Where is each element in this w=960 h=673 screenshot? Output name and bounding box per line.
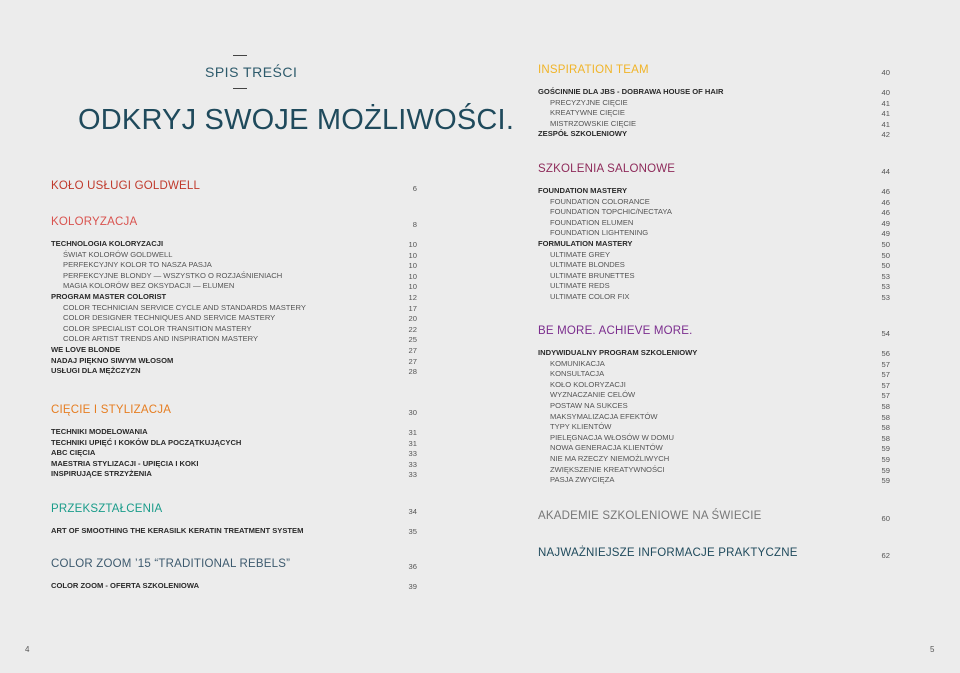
toc-entry-page: 46 (881, 197, 890, 207)
toc-entry-page: 41 (881, 98, 890, 108)
toc-entry: INDYWIDUALNY PROGRAM SZKOLENIOWY (538, 348, 698, 357)
section-page-number: 6 (412, 184, 417, 193)
section-title: AKADEMIE SZKOLENIOWE NA ŚWIECIE (538, 510, 762, 522)
toc-entry-page: 53 (881, 282, 890, 292)
toc-entry: ULTIMATE BLONDES (550, 260, 625, 270)
toc-entry-page: 31 (408, 438, 417, 448)
toc-entry-page: 27 (408, 346, 417, 355)
toc-entry-page: 41 (881, 109, 890, 119)
page-number-left: 4 (25, 645, 30, 654)
toc-entry-page: 46 (881, 187, 890, 196)
toc-entry-page: 39 (408, 582, 417, 591)
section-title: BE MORE. ACHIEVE MORE. (538, 325, 693, 337)
toc-entry-page: 49 (881, 229, 890, 239)
toc-entry-page: 59 (881, 444, 890, 454)
toc-entry-page: 57 (881, 359, 890, 369)
toc-entry-page: 27 (408, 356, 417, 366)
toc-entry: ULTIMATE COLOR FIX (550, 292, 630, 301)
toc-entry-page: 49 (881, 218, 890, 228)
toc-entry-page: 17 (408, 303, 417, 313)
section-page-number: 62 (881, 551, 890, 560)
toc-entry-page: 33 (408, 459, 417, 469)
toc-entry: GOŚCINNIE DLA JBS - DOBRAWA HOUSE OF HAIR (538, 87, 724, 96)
toc-entry: KOŁO KOLORYZACJI (550, 379, 626, 389)
page-number-right: 5 (930, 645, 935, 654)
toc-entry: PERFEKCYJNY KOLOR TO NASZA PASJA (63, 260, 212, 270)
toc-entry-page: 59 (881, 465, 890, 475)
toc-entry-page: 50 (881, 240, 890, 249)
page-headline: ODKRYJ SWOJE MOŻLIWOŚCI. (78, 104, 515, 136)
toc-entry: INSPIRUJĄCE STRZYŻENIA (51, 469, 152, 479)
toc-entry: MAKSYMALIZACJA EFEKTÓW (550, 411, 658, 421)
toc-entry: MAGIA KOLORÓW BEZ OKSYDACJI — ELUMEN (63, 281, 235, 291)
toc-entry: ULTIMATE GREY (550, 249, 611, 259)
section-page-number: 44 (881, 167, 890, 176)
section-title: KOLORYZACJA (51, 216, 138, 228)
toc-entry: PASJA ZWYCIĘZA (550, 475, 615, 485)
toc-entry: COLOR ZOOM - OFERTA SZKOLENIOWA (51, 581, 200, 590)
toc-entry: WE LOVE BLONDE (51, 345, 121, 354)
section-page-number: 30 (408, 408, 417, 417)
toc-entry-page: 59 (881, 476, 890, 486)
toc-entry-page: 25 (408, 335, 417, 345)
toc-entry: ULTIMATE REDS (550, 281, 610, 291)
toc-entry-page: 41 (881, 119, 890, 129)
section-title: CIĘCIE I STYLIZACJA (51, 404, 172, 416)
toc-entry: ZESPÓŁ SZKOLENIOWY (538, 129, 628, 139)
toc-entry: KONSULTACJA (550, 369, 605, 379)
section-page-number: 34 (408, 507, 417, 516)
toc-entry: FOUNDATION ELUMEN (550, 217, 634, 227)
section-page-number: 60 (881, 514, 890, 523)
toc-entry: MISTRZOWSKIE CIĘCIE (550, 118, 637, 128)
toc-entry: MAESTRIA STYLIZACJI - UPIĘCIA I KOKI (51, 458, 199, 468)
toc-entry: TECHNOLOGIA KOLORYZACJI (51, 239, 164, 248)
toc-entry: TYPY KLIENTÓW (550, 422, 612, 432)
toc-entry: NADAJ PIĘKNO SIWYM WŁOSOM (51, 355, 174, 365)
toc-entry-page: 28 (408, 367, 417, 377)
toc-entry-page: 58 (881, 433, 890, 443)
toc-entry-page: 42 (881, 130, 890, 140)
toc-entry: TECHNIKI UPIĘĆ I KOKÓW DLA POCZĄTKUJĄCYCH (51, 437, 242, 447)
toc-entry-page: 40 (881, 88, 890, 97)
toc-entry: NIE MA RZECZY NIEMOŻLIWYCH (550, 454, 670, 463)
toc-entry: FORMULATION MASTERY (538, 239, 633, 248)
toc-entry: PRECYZYJNE CIĘCIE (550, 97, 628, 107)
toc-entry-page: 10 (408, 261, 417, 271)
toc-entry: FOUNDATION COLORANCE (550, 196, 650, 206)
toc-entry: POSTAW NA SUKCES (550, 401, 628, 410)
toc-entry: COLOR SPECIALIST COLOR TRANSITION MASTERY (63, 323, 252, 333)
toc-entry: FOUNDATION MASTERY (538, 186, 628, 195)
toc-entry: COLOR ARTIST TRENDS AND INSPIRATION MASTERY (63, 334, 259, 344)
toc-entry: KREATYWNE CIĘCIE (550, 108, 625, 118)
toc-entry-page: 58 (881, 423, 890, 433)
toc-entry-page: 10 (408, 282, 417, 292)
section-title: PRZEKSZTAŁCENIA (51, 503, 163, 515)
section-page-number: 54 (881, 329, 890, 338)
toc-entry: FOUNDATION LIGHTENING (550, 228, 649, 238)
toc-entry-page: 35 (408, 527, 417, 536)
toc-entry-page: 10 (408, 250, 417, 260)
section-title: KOŁO USŁUGI GOLDWELL (51, 180, 201, 192)
toc-entry-page: 33 (408, 449, 417, 459)
toc-entry-page: 53 (881, 293, 890, 302)
toc-entry: PIELĘGNACJA WŁOSÓW W DOMU (550, 432, 675, 442)
toc-entry: COLOR DESIGNER TECHNIQUES AND SERVICE MASTERY (63, 313, 276, 323)
toc-entry-page: 57 (881, 391, 890, 401)
toc-entry-page: 12 (408, 293, 417, 302)
toc-entry-page: 10 (408, 240, 417, 249)
toc-entry-page: 53 (881, 271, 890, 281)
toc-label: SPIS TREŚCI (205, 64, 298, 80)
toc-entry-page: 46 (881, 208, 890, 218)
toc-entry: PERFEKCYJNE BLONDY — WSZYSTKO O ROZJAŚNIENIACH (63, 270, 283, 280)
section-page-number: 40 (881, 68, 890, 77)
toc-entry: KOMUNIKACJA (550, 358, 605, 368)
toc-entry: ABC CIĘCIA (51, 448, 96, 458)
toc-entry-page: 58 (881, 412, 890, 422)
toc-entry-page: 10 (408, 271, 417, 281)
toc-entry: COLOR TECHNICIAN SERVICE CYCLE AND STANDARDS MASTERY (63, 302, 306, 312)
toc-entry: USŁUGI DLA MĘŻCZYZN (51, 366, 141, 376)
toc-entry: ŚWIAT KOLORÓW GOLDWELL (63, 249, 173, 259)
spis-bottom-dash (233, 88, 247, 89)
section-title: INSPIRATION TEAM (538, 64, 649, 76)
toc-entry-page: 56 (881, 349, 890, 358)
toc-entry-page: 57 (881, 380, 890, 390)
spis-top-dash (233, 55, 247, 56)
toc-entry: FOUNDATION TOPCHIC/NECTAYA (550, 207, 672, 217)
section-title: COLOR ZOOM ’15 “TRADITIONAL REBELS” (51, 558, 291, 570)
toc-entry-page: 33 (408, 470, 417, 480)
toc-entry: WYZNACZANIE CELÓW (550, 390, 636, 400)
section-title: SZKOLENIA SALONOWE (538, 163, 676, 175)
toc-entry: PROGRAM MASTER COLORIST (51, 292, 167, 301)
toc-entry: TECHNIKI MODELOWANIA (51, 427, 148, 436)
toc-entry-page: 50 (881, 250, 890, 260)
toc-entry-page: 31 (408, 428, 417, 437)
toc-entry: ART OF SMOOTHING THE KERASILK KERATIN TREATMENT SYSTEM (51, 526, 304, 535)
section-page-number: 36 (408, 562, 417, 571)
toc-entry-page: 57 (881, 370, 890, 380)
toc-entry-page: 50 (881, 261, 890, 271)
toc-entry-page: 59 (881, 455, 890, 464)
toc-entry-page: 20 (408, 314, 417, 324)
section-page-number: 8 (412, 220, 417, 229)
toc-entry-page: 22 (408, 324, 417, 334)
section-title: NAJWAŻNIEJSZE INFORMACJE PRAKTYCZNE (538, 547, 798, 559)
toc-entry: ZWIĘKSZENIE KREATYWNOŚCI (550, 464, 665, 474)
toc-entry: NOWA GENERACJA KLIENTÓW (550, 443, 663, 453)
toc-entry-page: 58 (881, 402, 890, 411)
toc-entry: ULTIMATE BRUNETTES (550, 270, 635, 280)
